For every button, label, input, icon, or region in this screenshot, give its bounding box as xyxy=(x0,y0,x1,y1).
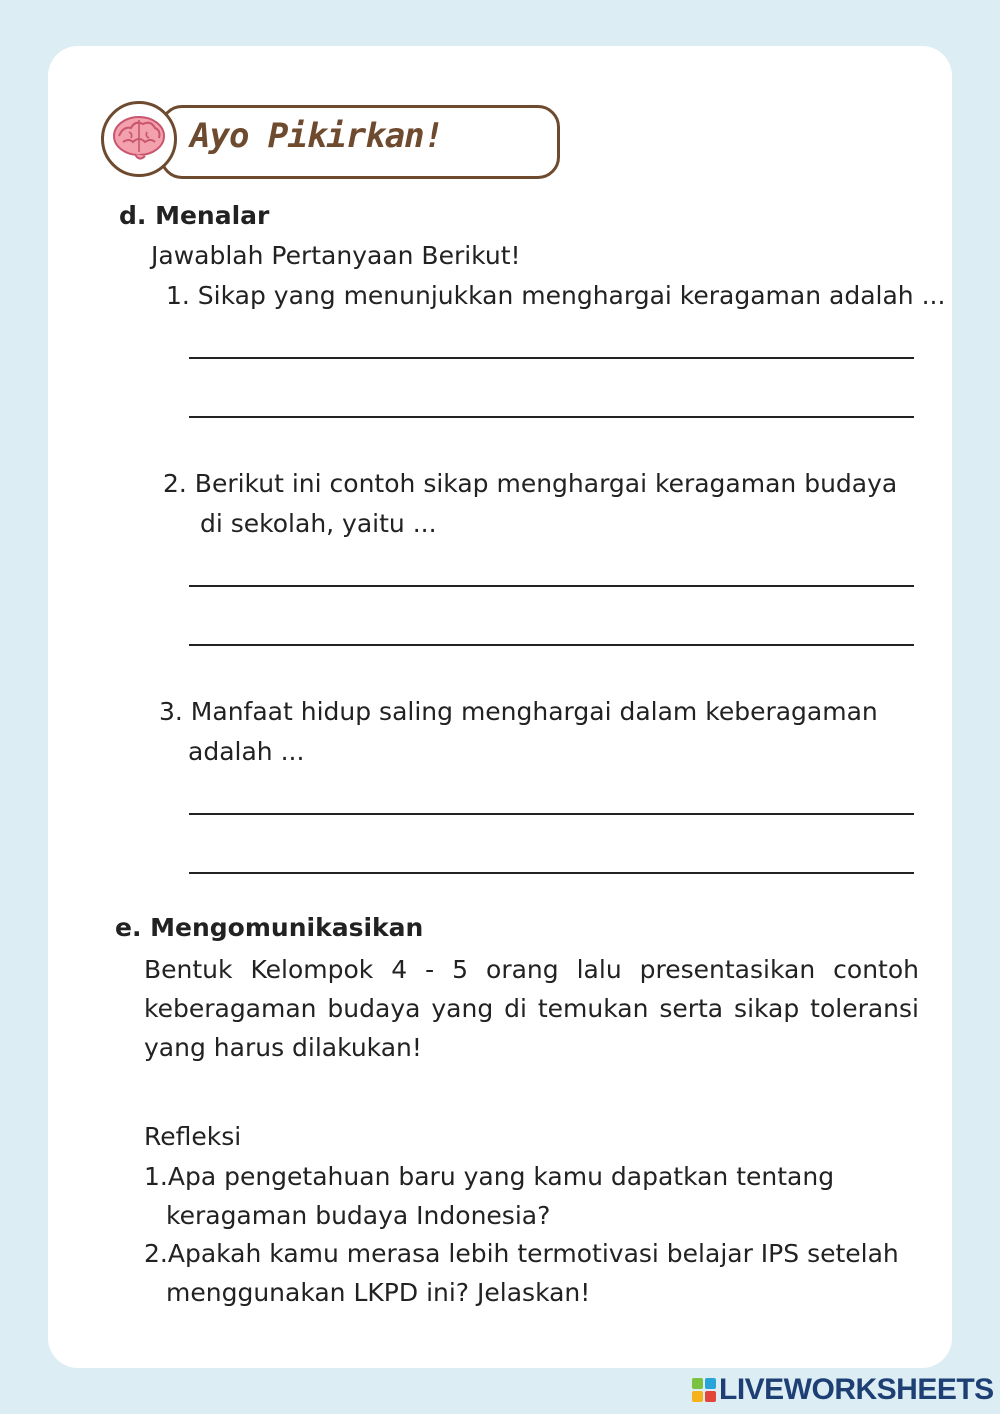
brand-grid-letter xyxy=(705,1378,716,1389)
brand-grid-letter xyxy=(705,1391,716,1402)
answer-line-2b[interactable] xyxy=(189,644,914,646)
answer-line-3b[interactable] xyxy=(189,872,914,874)
reflection-item-2: 2.Apakah kamu merasa lebih termotivasi belajar IPS setelah xyxy=(144,1239,899,1268)
brain-icon xyxy=(101,101,177,177)
answer-line-2a[interactable] xyxy=(189,585,914,587)
question-2-text: 2. Berikut ini contoh sikap menghargai keragaman budaya xyxy=(163,469,898,498)
brand-name: LIVEWORKSHEETS xyxy=(719,1373,994,1406)
answer-line-1a[interactable] xyxy=(189,357,914,359)
section-d-heading: d. Menalar xyxy=(119,201,270,230)
question-1-text: 1. Sikap yang menunjukkan menghargai keragaman adalah ... xyxy=(166,281,946,310)
liveworksheets-logo xyxy=(692,1374,994,1406)
section-d-instruction: Jawablah Pertanyaan Berikut! xyxy=(151,241,521,270)
answer-line-1b[interactable] xyxy=(189,416,914,418)
brand-grid-icon xyxy=(692,1378,716,1402)
answer-line-3a[interactable] xyxy=(189,813,914,815)
brand-grid-letter xyxy=(692,1391,703,1402)
reflection-item-2-cont: menggunakan LKPD ini? Jelaskan! xyxy=(166,1278,591,1307)
section-e-heading: e. Mengomunikasikan xyxy=(115,913,424,942)
question-3-text: 3. Manfaat hidup saling menghargai dalam keberagaman xyxy=(159,697,878,726)
reflection-item-1: 1.Apa pengetahuan baru yang kamu dapatkan tentang xyxy=(144,1162,835,1191)
reflection-item-1-cont: keragaman budaya Indonesia? xyxy=(166,1201,551,1230)
reflection-title: Refleksi xyxy=(144,1122,242,1151)
header-title: Ayo Pikirkan! xyxy=(190,116,444,156)
section-e-body: Bentuk Kelompok 4 - 5 orang lalu presentasikan contoh keberagaman budaya yang di temukan serta sikap toleransi yang harus dilakukan! xyxy=(144,955,919,1062)
question-3-text-cont: adalah ... xyxy=(188,737,305,766)
question-2-text-cont: di sekolah, yaitu ... xyxy=(200,509,437,538)
brand-grid-letter xyxy=(692,1378,703,1389)
